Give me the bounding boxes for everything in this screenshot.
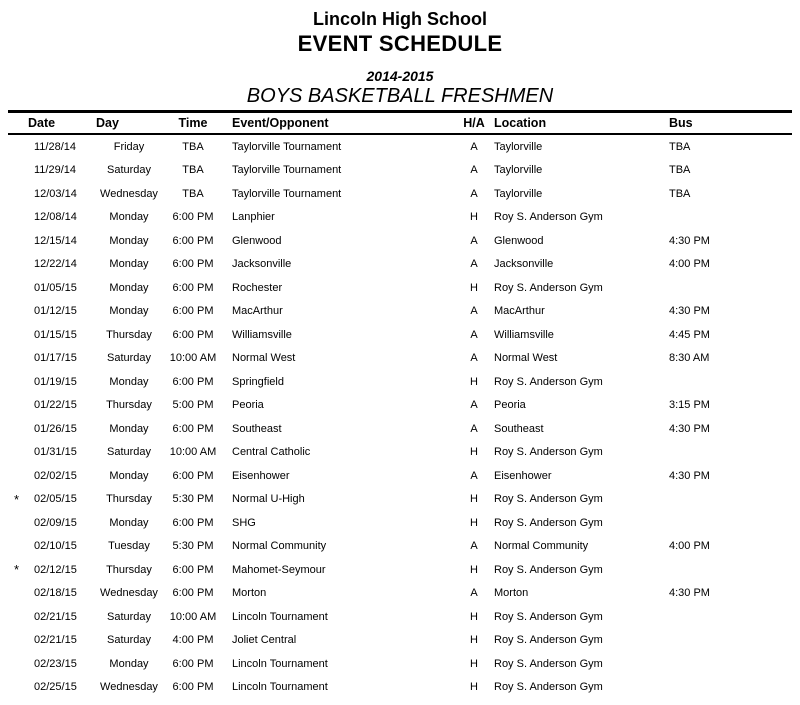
cell-event-opponent: MacArthur — [232, 305, 283, 318]
cell-star-marker — [8, 370, 24, 394]
cell-date: 02/09/15 — [34, 516, 77, 529]
cell-time: 5:30 PM — [172, 540, 214, 553]
cell-bus: 4:30 PM — [669, 422, 710, 435]
cell-bus — [669, 511, 792, 535]
cell-time: TBA — [182, 187, 204, 200]
cell-home-away: H — [470, 493, 478, 506]
cell-event-opponent: Morton — [232, 587, 267, 600]
cell-event-opponent: Taylorville Tournament — [232, 164, 342, 177]
cell-time: 10:00 AM — [169, 352, 217, 365]
cell-event-opponent: Southeast — [232, 422, 282, 435]
cell-date: 11/28/14 — [34, 140, 77, 153]
cell-time: 6:00 PM — [172, 328, 214, 341]
cell-day: Saturday — [106, 446, 152, 459]
cell-day: Monday — [109, 516, 149, 529]
cell-bus — [669, 676, 792, 700]
table-row — [8, 676, 792, 700]
cell-date: 01/19/15 — [34, 375, 77, 388]
cell-date: 02/18/15 — [34, 587, 77, 600]
cell-bus — [669, 652, 792, 676]
cell-bus: 4:30 PM — [669, 234, 710, 247]
cell-star-marker — [8, 629, 24, 653]
cell-bus: 4:00 PM — [669, 258, 710, 271]
cell-star-marker — [8, 253, 24, 277]
cell-date: 01/15/15 — [34, 328, 77, 341]
table-row — [8, 441, 792, 465]
cell-star-marker — [8, 300, 24, 324]
cell-time: 6:00 PM — [172, 375, 214, 388]
cell-event-opponent: Normal Community — [232, 540, 327, 553]
cell-star-marker — [8, 676, 24, 700]
cell-time: 6:00 PM — [172, 258, 214, 271]
cell-home-away: H — [470, 563, 478, 576]
cell-star-marker — [8, 441, 24, 465]
cell-date: 01/31/15 — [34, 446, 77, 459]
cell-event-opponent: Mahomet-Seymour — [232, 563, 326, 576]
cell-day: Saturday — [106, 352, 152, 365]
cell-event-opponent: Central Catholic — [232, 446, 311, 459]
cell-location: Roy S. Anderson Gym — [494, 211, 603, 224]
cell-location: Morton — [494, 587, 529, 600]
cell-day: Monday — [109, 422, 149, 435]
table-row — [8, 229, 792, 253]
table-row — [8, 629, 792, 653]
schedule-table — [8, 110, 792, 699]
cell-location: Eisenhower — [494, 469, 552, 482]
cell-event-opponent: Taylorville Tournament — [232, 187, 342, 200]
cell-location: Roy S. Anderson Gym — [494, 681, 603, 694]
cell-date: 02/02/15 — [34, 469, 77, 482]
cell-time: 6:00 PM — [172, 305, 214, 318]
cell-time: TBA — [182, 164, 204, 177]
cell-time: 6:00 PM — [172, 657, 214, 670]
cell-bus: 4:45 PM — [669, 328, 710, 341]
cell-event-opponent: Normal West — [232, 352, 296, 365]
cell-day: Wednesday — [100, 587, 158, 600]
column-header-star — [8, 112, 24, 135]
column-header-day: Day — [96, 112, 162, 135]
cell-bus: 4:00 PM — [669, 540, 710, 553]
cell-star-marker — [8, 605, 24, 629]
cell-home-away: A — [470, 305, 478, 318]
cell-event-opponent: Glenwood — [232, 234, 282, 247]
cell-day: Monday — [109, 234, 149, 247]
cell-time: 4:00 PM — [172, 634, 214, 647]
cell-day: Wednesday — [100, 187, 158, 200]
cell-home-away: H — [470, 281, 478, 294]
cell-bus — [669, 441, 792, 465]
cell-home-away: H — [470, 375, 478, 388]
cell-day: Monday — [109, 657, 149, 670]
cell-event-opponent: Eisenhower — [232, 469, 290, 482]
cell-home-away: H — [470, 634, 478, 647]
table-row — [8, 511, 792, 535]
table-row — [8, 652, 792, 676]
cell-bus — [669, 276, 792, 300]
column-header-time: Time — [162, 112, 224, 135]
cell-day: Monday — [109, 211, 149, 224]
cell-location: Roy S. Anderson Gym — [494, 281, 603, 294]
cell-day: Monday — [109, 305, 149, 318]
cell-date: 01/17/15 — [34, 352, 77, 365]
cell-date: 02/10/15 — [34, 540, 77, 553]
cell-event-opponent: SHG — [232, 516, 256, 529]
cell-star-marker — [8, 394, 24, 418]
cell-time: 6:00 PM — [172, 469, 214, 482]
table-row — [8, 582, 792, 606]
cell-home-away: A — [470, 234, 478, 247]
cell-location: MacArthur — [494, 305, 545, 318]
cell-event-opponent: Lincoln Tournament — [232, 657, 328, 670]
table-row — [8, 605, 792, 629]
table-row — [8, 182, 792, 206]
cell-star-marker — [8, 276, 24, 300]
cell-day: Monday — [109, 281, 149, 294]
cell-home-away: A — [470, 187, 478, 200]
cell-day: Thursday — [106, 493, 152, 506]
cell-time: 6:00 PM — [172, 211, 214, 224]
cell-day: Monday — [109, 469, 149, 482]
cell-home-away: H — [470, 657, 478, 670]
cell-location: Taylorville — [494, 187, 543, 200]
cell-event-opponent: Lanphier — [232, 211, 275, 224]
cell-day: Monday — [109, 375, 149, 388]
cell-time: 5:00 PM — [172, 399, 214, 412]
table-row — [8, 323, 792, 347]
table-row — [8, 417, 792, 441]
cell-home-away: A — [470, 328, 478, 341]
cell-home-away: H — [470, 610, 478, 623]
table-body — [8, 134, 792, 699]
cell-bus — [669, 370, 792, 394]
table-row — [8, 276, 792, 300]
cell-bus — [669, 488, 792, 512]
cell-home-away: A — [470, 258, 478, 271]
cell-time: 6:00 PM — [172, 587, 214, 600]
table-row — [8, 394, 792, 418]
cell-time: 10:00 AM — [169, 446, 217, 459]
cell-bus: 4:30 PM — [669, 305, 710, 318]
cell-star-marker: * — [14, 491, 20, 507]
cell-star-marker — [8, 511, 24, 535]
cell-date: 01/05/15 — [34, 281, 77, 294]
table-row — [8, 558, 792, 582]
cell-time: 6:00 PM — [172, 681, 214, 694]
cell-date: 01/22/15 — [34, 399, 77, 412]
cell-star-marker — [8, 159, 24, 183]
cell-date: 01/12/15 — [34, 305, 77, 318]
cell-home-away: H — [470, 446, 478, 459]
document-header — [0, 8, 800, 108]
cell-star-marker — [8, 535, 24, 559]
cell-bus: TBA — [669, 187, 691, 200]
cell-location: Roy S. Anderson Gym — [494, 634, 603, 647]
cell-bus: 8:30 AM — [669, 352, 710, 365]
cell-star-marker — [8, 323, 24, 347]
cell-event-opponent: Normal U-High — [232, 493, 305, 506]
cell-event-opponent: Joliet Central — [232, 634, 297, 647]
cell-day: Thursday — [106, 328, 152, 341]
cell-day: Saturday — [106, 634, 152, 647]
cell-location: Roy S. Anderson Gym — [494, 446, 603, 459]
cell-time: 10:00 AM — [169, 610, 217, 623]
cell-day: Monday — [109, 258, 149, 271]
cell-event-opponent: Peoria — [232, 399, 264, 412]
cell-day: Saturday — [106, 610, 152, 623]
cell-home-away: H — [470, 681, 478, 694]
cell-date: 12/08/14 — [34, 211, 77, 224]
cell-day: Wednesday — [100, 681, 158, 694]
column-header-event-opponent: Event/Opponent — [224, 112, 454, 135]
cell-location: Roy S. Anderson Gym — [494, 657, 603, 670]
cell-location: Roy S. Anderson Gym — [494, 563, 603, 576]
cell-home-away: H — [470, 211, 478, 224]
cell-star-marker — [8, 182, 24, 206]
cell-star-marker — [8, 347, 24, 371]
cell-location: Roy S. Anderson Gym — [494, 610, 603, 623]
table-row — [8, 488, 792, 512]
cell-day: Friday — [113, 140, 145, 153]
cell-home-away: A — [470, 164, 478, 177]
cell-event-opponent: Lincoln Tournament — [232, 610, 328, 623]
cell-star-marker — [8, 134, 24, 159]
column-header-home-away: H/A — [454, 112, 494, 135]
cell-date: 12/22/14 — [34, 258, 77, 271]
cell-date: 02/25/15 — [34, 681, 77, 694]
cell-event-opponent: Williamsville — [232, 328, 292, 341]
cell-star-marker — [8, 206, 24, 230]
column-header-location: Location — [494, 112, 669, 135]
table-row — [8, 134, 792, 159]
cell-bus — [669, 206, 792, 230]
cell-time: TBA — [182, 140, 204, 153]
table-header-row — [8, 112, 792, 135]
cell-location: Roy S. Anderson Gym — [494, 493, 603, 506]
cell-home-away: A — [470, 540, 478, 553]
cell-date: 02/05/15 — [34, 493, 77, 506]
cell-event-opponent: Rochester — [232, 281, 283, 294]
cell-bus: 4:30 PM — [669, 469, 710, 482]
cell-star-marker: * — [14, 562, 20, 578]
cell-bus: 4:30 PM — [669, 587, 710, 600]
table-row — [8, 206, 792, 230]
cell-event-opponent: Taylorville Tournament — [232, 140, 342, 153]
cell-star-marker — [8, 652, 24, 676]
cell-bus — [669, 629, 792, 653]
cell-home-away: A — [470, 469, 478, 482]
cell-date: 01/26/15 — [34, 422, 77, 435]
cell-location: Southeast — [494, 422, 544, 435]
cell-day: Thursday — [106, 563, 152, 576]
cell-location: Normal Community — [494, 540, 589, 553]
cell-bus: 3:15 PM — [669, 399, 710, 412]
cell-home-away: A — [470, 422, 478, 435]
cell-day: Thursday — [106, 399, 152, 412]
cell-location: Glenwood — [494, 234, 544, 247]
table-row — [8, 370, 792, 394]
cell-bus — [669, 605, 792, 629]
cell-star-marker — [8, 417, 24, 441]
cell-date: 02/21/15 — [34, 634, 77, 647]
cell-bus — [669, 558, 792, 582]
cell-date: 02/12/15 — [34, 563, 77, 576]
cell-time: 6:00 PM — [172, 516, 214, 529]
table-row — [8, 159, 792, 183]
cell-time: 6:00 PM — [172, 563, 214, 576]
cell-home-away: A — [470, 399, 478, 412]
cell-bus: TBA — [669, 140, 691, 153]
cell-home-away: A — [470, 587, 478, 600]
cell-location: Jacksonville — [494, 258, 554, 271]
cell-location: Peoria — [494, 399, 526, 412]
cell-event-opponent: Jacksonville — [232, 258, 292, 271]
cell-star-marker — [8, 464, 24, 488]
cell-location: Normal West — [494, 352, 558, 365]
cell-day: Saturday — [106, 164, 152, 177]
cell-location: Roy S. Anderson Gym — [494, 516, 603, 529]
cell-time: 5:30 PM — [172, 493, 214, 506]
school-name: Lincoln High School — [313, 9, 487, 29]
cell-star-marker — [8, 582, 24, 606]
cell-home-away: A — [470, 352, 478, 365]
cell-home-away: H — [470, 516, 478, 529]
table-row — [8, 253, 792, 277]
cell-time: 6:00 PM — [172, 234, 214, 247]
cell-home-away: A — [470, 140, 478, 153]
cell-date: 02/21/15 — [34, 610, 77, 623]
cell-event-opponent: Lincoln Tournament — [232, 681, 328, 694]
cell-time: 6:00 PM — [172, 281, 214, 294]
cell-event-opponent: Springfield — [232, 375, 284, 388]
cell-time: 6:00 PM — [172, 422, 214, 435]
cell-location: Roy S. Anderson Gym — [494, 375, 603, 388]
cell-location: Williamsville — [494, 328, 554, 341]
table-row — [8, 535, 792, 559]
table-row — [8, 464, 792, 488]
cell-star-marker — [8, 229, 24, 253]
cell-date: 11/29/14 — [34, 164, 77, 177]
season-label: 2014-2015 — [366, 68, 434, 84]
cell-location: Taylorville — [494, 140, 543, 153]
document-title: EVENT SCHEDULE — [297, 31, 503, 56]
cell-day: Tuesday — [108, 540, 150, 553]
cell-location: Taylorville — [494, 164, 543, 177]
column-header-date: Date — [24, 112, 96, 135]
cell-date: 12/15/14 — [34, 234, 77, 247]
team-label: BOYS BASKETBALL FRESHMEN — [246, 85, 554, 107]
cell-date: 12/03/14 — [34, 187, 77, 200]
table-row — [8, 347, 792, 371]
cell-date: 02/23/15 — [34, 657, 77, 670]
table-row — [8, 300, 792, 324]
column-header-bus: Bus — [669, 112, 792, 135]
cell-bus: TBA — [669, 164, 691, 177]
